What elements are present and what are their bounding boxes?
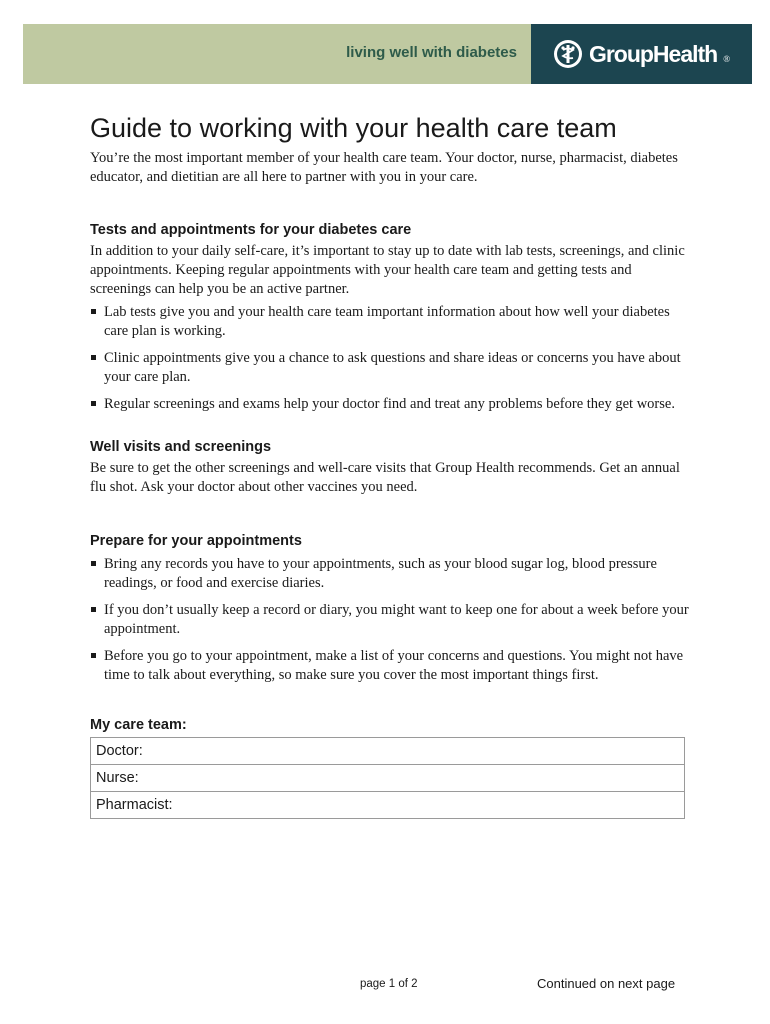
page-number: page 1 of 2 — [360, 978, 418, 990]
continued-note: Continued on next page — [537, 976, 676, 991]
tests-paragraph: In addition to your daily self-care, it’s important to stay up to date with lab tests, screenings, and clinic appointments. Keeping regular appointments with your health care team and getting tests and screenings can help you be an active partner. — [90, 243, 685, 297]
prepare-heading: Prepare for your appointments — [90, 533, 302, 549]
table-row — [91, 792, 685, 819]
page-content — [90, 111, 690, 819]
tests-section — [90, 220, 690, 414]
intro-paragraph: You’re the most important member of your health care team. Your doctor, nurse, pharmacist, diabetes educator, and dietitian are all here to partner with you in your care. — [90, 150, 678, 185]
page-title: Guide to working with your health care team — [90, 113, 617, 143]
page-header — [23, 24, 752, 84]
doctor-field[interactable]: Doctor: — [91, 738, 685, 765]
well-visits-section — [90, 437, 690, 497]
pharmacist-field[interactable]: Pharmacist: — [91, 792, 685, 819]
list-item: Regular screenings and exams help your doctor find and treat any problems before they get worse. — [90, 395, 690, 414]
tests-heading: Tests and appointments for your diabetes care — [90, 222, 412, 238]
care-team-section — [90, 715, 690, 819]
grouphealth-logo — [531, 24, 752, 84]
table-row — [91, 765, 685, 792]
prepare-bullet-list — [90, 555, 690, 685]
header-tagline: living well with diabetes — [346, 44, 517, 61]
list-item: Bring any records you have to your appointments, such as your blood sugar log, blood pressure readings, or food and exercise diaries. — [90, 555, 690, 593]
grouphealth-seal-icon — [553, 39, 583, 69]
list-item: Clinic appointments give you a chance to ask questions and share ideas or concerns you have about your care plan. — [90, 349, 690, 387]
logo-wordmark: GroupHealth — [588, 40, 718, 67]
care-team-heading: My care team: — [90, 717, 187, 733]
list-item: Lab tests give you and your health care team important information about how well your diabetes care plan is working. — [90, 303, 690, 341]
list-item: Before you go to your appointment, make a list of your concerns and questions. You might not have time to talk about everything, so make sure you cover the most important things first. — [90, 647, 690, 685]
care-team-table — [90, 737, 685, 819]
logo-registered-mark: ® — [723, 54, 731, 64]
table-row — [91, 738, 685, 765]
nurse-field[interactable]: Nurse: — [91, 765, 685, 792]
tests-bullet-list — [90, 303, 690, 414]
well-visits-heading: Well visits and screenings — [90, 439, 272, 455]
header-band — [23, 24, 531, 84]
prepare-section — [90, 531, 690, 685]
list-item: If you don’t usually keep a record or diary, you might want to keep one for about a week before your appointment. — [90, 601, 690, 639]
well-visits-paragraph: Be sure to get the other screenings and well-care visits that Group Health recommends. Get an annual flu shot. Ask your doctor about other vaccines you need. — [90, 460, 680, 495]
